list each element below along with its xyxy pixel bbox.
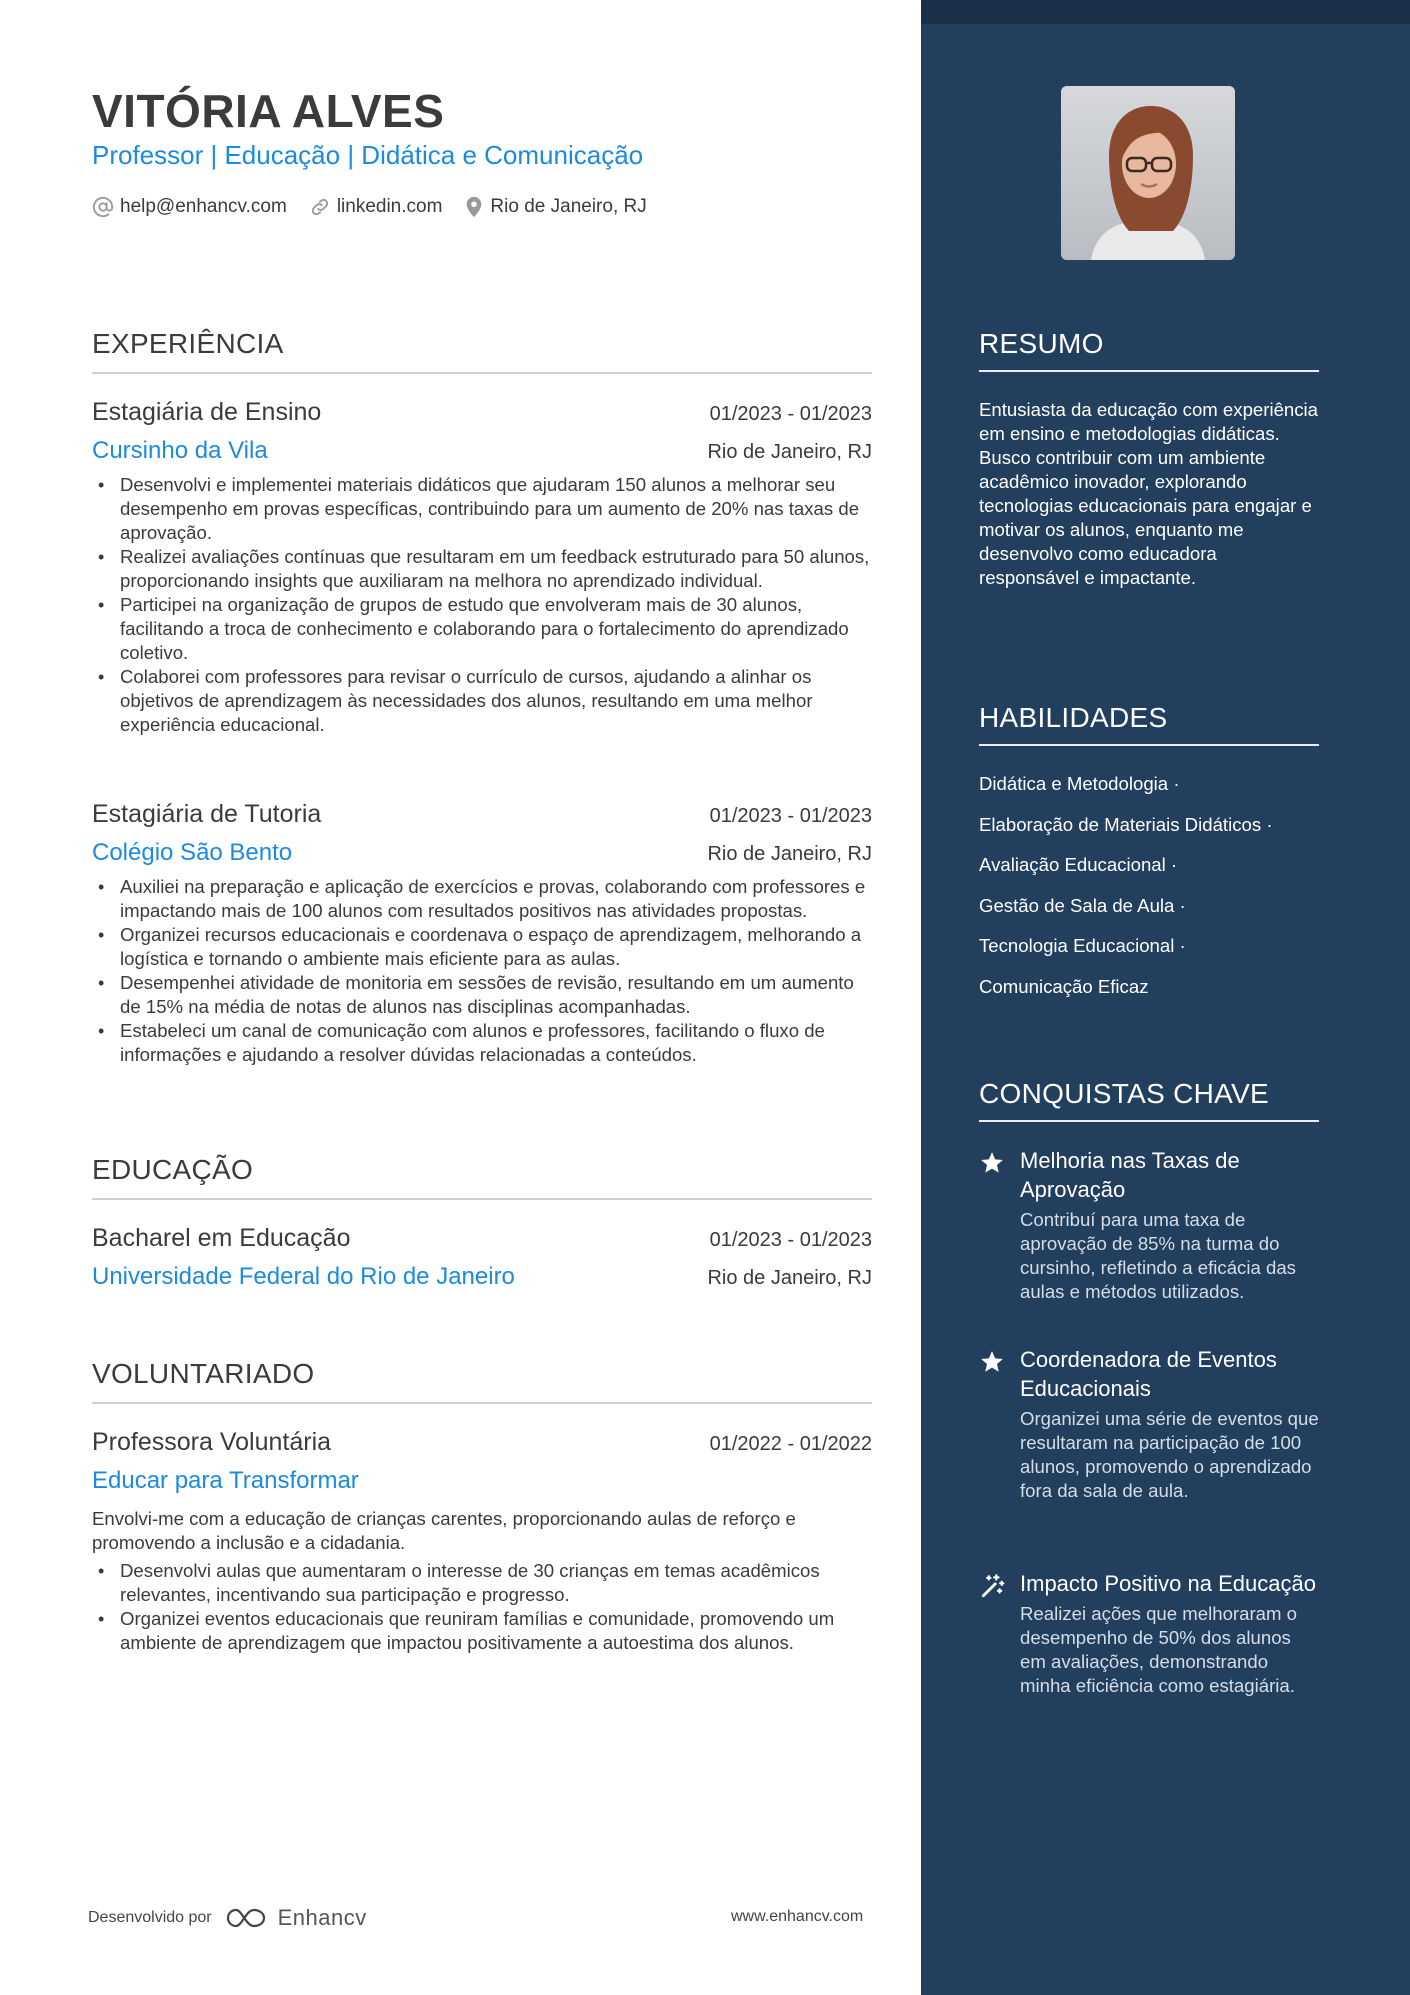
contact-linkedin[interactable]	[309, 196, 443, 218]
job-date: 01/2023 - 01/2023	[709, 403, 872, 425]
skill-item: Comunicação Eficaz	[979, 975, 1149, 997]
bullet-item: • Auxiliei na preparação e aplicação de exercícios e provas, colaborando com professores e impactando mais de 100 alunos com resultados positivos nas atividades propostas.	[92, 875, 872, 923]
skills-title: HABILIDADES	[979, 702, 1319, 746]
degree: Bacharel em Educação	[92, 1224, 351, 1252]
skill-item: Didática e Metodologia ·	[979, 773, 1180, 794]
bullet-item: • Desempenhei atividade de monitoria em sessões de revisão, resultando em um aumento de 15% na média de notas de alunos nas disciplinas acompanhadas.	[92, 971, 872, 1019]
volunteer-date: 01/2022 - 01/2022	[709, 1433, 872, 1455]
profile-photo	[1061, 86, 1235, 260]
education-title: EDUCAÇÃO	[92, 1154, 872, 1200]
achievement-title: Melhoria nas Taxas de Aprovação	[1020, 1148, 1240, 1202]
candidate-name: VITÓRIA ALVES	[92, 85, 445, 137]
bullet-item: • Estabeleci um canal de comunicação com alunos e professores, facilitando o fluxo de informações e ajudando a resolver dúvidas relacionadas a conteúdos.	[92, 1019, 872, 1067]
education-date: 01/2023 - 01/2023	[709, 1229, 872, 1251]
footer-branding	[88, 1905, 367, 1931]
summary-title: RESUMO	[979, 328, 1319, 372]
link-icon	[309, 196, 331, 218]
school-name[interactable]: Universidade Federal do Rio de Janeiro	[92, 1263, 515, 1290]
star-icon	[979, 1349, 1005, 1375]
education-entry	[92, 1224, 872, 1291]
enhancv-logo[interactable]	[224, 1905, 367, 1931]
enhancv-logo-icon	[224, 1906, 270, 1930]
linkedin-text: linkedin.com	[336, 196, 443, 217]
headline: Professor | Educação | Didática e Comunicação	[92, 140, 644, 170]
achievement-item	[979, 1345, 1319, 1503]
job-bullets	[92, 875, 872, 1067]
brand-name: Enhancv	[277, 1905, 367, 1930]
skill-item: Gestão de Sala de Aula ·	[979, 894, 1186, 916]
bullet-item: • Participei na organização de grupos de estudo que envolveram mais de 30 alunos, facilitando a troca de conhecimento e colaborando para o fortalecimento do aprendizado coletivo.	[92, 593, 872, 665]
achievement-title: Impacto Positivo na Educação	[1020, 1571, 1316, 1596]
skill-item: Tecnologia Educacional ·	[979, 935, 1186, 956]
map-pin-icon	[464, 196, 484, 218]
summary-text: Entusiasta da educação com experiência em ensino e metodologias didáticas. Busco contribuir com um ambiente acadêmico inovador, explorando tecnologias educacionais para engajar e motivar os alunos, enquanto me desenvolvo como educadora responsável e impactante.	[979, 399, 1319, 588]
skill-item: Elaboração de Materiais Didáticos ·	[979, 813, 1273, 835]
contact-email[interactable]	[92, 196, 287, 218]
job-company[interactable]: Colégio São Bento	[92, 839, 293, 866]
volunteer-role: Professora Voluntária	[92, 1428, 332, 1456]
volunteer-title: VOLUNTARIADO	[92, 1358, 872, 1404]
volunteer-description: Envolvi-me com a educação de crianças carentes, proporcionando aulas de reforço e promovendo a inclusão e a cidadania.	[92, 1508, 796, 1553]
education-location: Rio de Janeiro, RJ	[707, 1267, 872, 1289]
sidebar-top-bar	[921, 0, 1410, 24]
job-bullets	[92, 473, 872, 737]
job-role: Estagiária de Tutoria	[92, 800, 322, 828]
job-company[interactable]: Cursinho da Vila	[92, 437, 268, 464]
bullet-item: • Desenvolvi aulas que aumentaram o interesse de 30 crianças em temas acadêmicos relevantes, incentivando sua participação e progresso.	[92, 1559, 872, 1607]
job-location: Rio de Janeiro, RJ	[707, 441, 872, 463]
star-icon	[979, 1150, 1005, 1176]
achievement-description: Realizei ações que melhoraram o desempenho de 50% dos alunos em avaliações, demonstrando minha eficiência como estagiária.	[1020, 1603, 1297, 1696]
achievement-description: Contribuí para uma taxa de aprovação de 85% na turma do cursinho, refletindo a eficácia das aulas e métodos utilizados.	[1020, 1209, 1296, 1302]
achievement-description: Organizei uma série de eventos que resultaram na participação de 100 alunos, promovendo o aprendizado fora da sala de aula.	[1020, 1408, 1319, 1501]
location-text: Rio de Janeiro, RJ	[490, 196, 647, 217]
sidebar	[921, 0, 1410, 1995]
email-text: help@enhancv.com	[120, 196, 287, 217]
skill-item: Avaliação Educacional ·	[979, 854, 1178, 875]
job-location: Rio de Janeiro, RJ	[707, 843, 872, 865]
bullet-item: • Organizei eventos educacionais que reuniram famílias e comunidade, promovendo um ambiente de aprendizagem que impactou positivamente a autoestima dos alunos.	[92, 1607, 872, 1655]
experience-title: EXPERIÊNCIA	[92, 328, 872, 374]
achievement-item	[979, 1146, 1319, 1304]
experience-entry	[92, 800, 872, 1067]
bullet-item: • Realizei avaliações contínuas que resultaram em um feedback estruturado para 50 alunos, proporcionando insights que auxiliaram na melhora no aprendizado individual.	[92, 545, 872, 593]
skills-list	[979, 770, 1319, 1013]
experience-entry	[92, 398, 872, 737]
achievement-item	[979, 1569, 1319, 1698]
footer-website[interactable]: www.enhancv.com	[731, 1908, 864, 1925]
powered-by-text: Desenvolvido por	[88, 1909, 212, 1926]
volunteer-bullets	[92, 1559, 872, 1655]
volunteer-entry	[92, 1428, 872, 1655]
job-role: Estagiária de Ensino	[92, 398, 322, 426]
contact-location	[464, 196, 646, 218]
at-icon	[92, 196, 114, 218]
contact-bar	[92, 196, 669, 218]
job-date: 01/2023 - 01/2023	[709, 805, 872, 827]
bullet-item: • Colaborei com professores para revisar o currículo de cursos, ajudando a alinhar os objetivos de aprendizagem às necessidades dos alunos, resultando em uma melhor experiência educacional.	[92, 665, 872, 737]
volunteer-org[interactable]: Educar para Transformar	[92, 1467, 359, 1494]
magic-wand-icon	[979, 1573, 1005, 1599]
achievement-title: Coordenadora de Eventos Educacionais	[1020, 1347, 1277, 1401]
bullet-item: • Desenvolvi e implementei materiais didáticos que ajudaram 150 alunos a melhorar seu desempenho em provas específicas, contribuindo para um aumento de 20% nas taxas de aprovação.	[92, 473, 872, 545]
achievements-title: CONQUISTAS CHAVE	[979, 1078, 1319, 1122]
bullet-item: • Organizei recursos educacionais e coordenava o espaço de aprendizagem, melhorando a logística e tornando o ambiente mais eficiente para as aulas.	[92, 923, 872, 971]
